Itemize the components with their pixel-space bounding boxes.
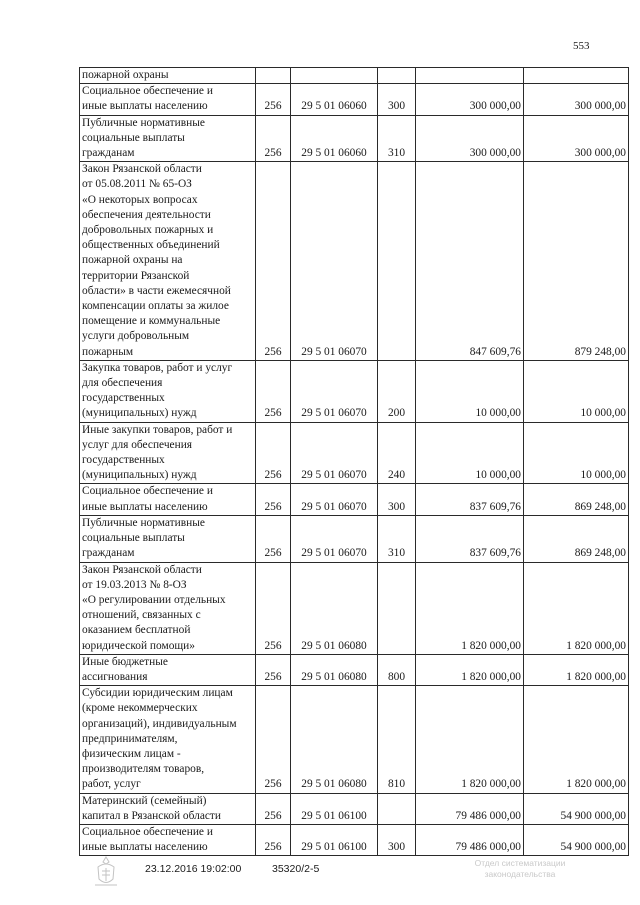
cell-amount-year-2: 1 820 000,00: [524, 654, 629, 685]
item-name-line: организаций), индивидуальным: [82, 717, 237, 730]
item-name-line: предпринимателям,: [82, 732, 178, 745]
cell-department-code: 256: [256, 484, 291, 515]
item-name-line: добровольных пожарных и: [82, 224, 214, 237]
item-name-line: Публичные нормативные: [82, 116, 205, 129]
cell-amount-year-1: 837 609,76: [416, 484, 524, 515]
cell-item-name: [80, 824, 256, 855]
item-name-line: производителям товаров,: [82, 763, 205, 776]
table-row: [80, 562, 629, 654]
cell-item-name: [80, 686, 256, 793]
cell-department-code: 256: [256, 515, 291, 562]
cell-expense-type: 300: [378, 84, 416, 115]
item-name-line: Социальное обеспечение и: [82, 85, 213, 98]
item-name-line: услуг для обеспечения: [82, 438, 193, 451]
cell-amount-year-2: 10 000,00: [524, 360, 629, 422]
cell-amount-year-2: 869 248,00: [524, 484, 629, 515]
table-row: [80, 793, 629, 824]
cell-amount-year-1: 1 820 000,00: [416, 654, 524, 685]
cell-target-article: 29 5 01 06070: [291, 515, 378, 562]
table-row: [80, 686, 629, 793]
cell-department-code: [256, 68, 291, 84]
item-name-line: пожарной охраны на: [82, 254, 183, 267]
item-name-line: обеспечения деятельности: [82, 208, 211, 221]
cell-target-article: 29 5 01 06060: [291, 115, 378, 162]
cell-amount-year-1: 79 486 000,00: [416, 793, 524, 824]
item-name-line: отношений, связанных с: [82, 609, 201, 622]
cell-target-article: 29 5 01 06100: [291, 793, 378, 824]
item-name-line: «О регулировании отдельных: [82, 593, 226, 606]
cell-expense-type: 240: [378, 422, 416, 484]
cell-amount-year-2: 54 900 000,00: [524, 824, 629, 855]
cell-department-code: 256: [256, 654, 291, 685]
cell-target-article: 29 5 01 06060: [291, 84, 378, 115]
cell-target-article: 29 5 01 06070: [291, 422, 378, 484]
table-row: [80, 68, 629, 84]
item-name-line: Закон Рязанской области: [82, 563, 202, 576]
cell-amount-year-1: 79 486 000,00: [416, 824, 524, 855]
table-row: [80, 824, 629, 855]
cell-amount-year-1: 837 609,76: [416, 515, 524, 562]
table-row: [80, 484, 629, 515]
item-name-line: работ, услуг: [82, 778, 141, 791]
item-name-line: иные выплаты населению: [82, 841, 208, 854]
cell-expense-type: 310: [378, 115, 416, 162]
cell-item-name: [80, 654, 256, 685]
item-name-line: «О некоторых вопросах: [82, 193, 198, 206]
item-name-line: государственных: [82, 454, 165, 467]
cell-target-article: 29 5 01 06080: [291, 686, 378, 793]
cell-target-article: 29 5 01 06080: [291, 654, 378, 685]
table-row: [80, 360, 629, 422]
page-number: 553: [573, 40, 590, 52]
footer-watermark: [445, 858, 595, 880]
cell-amount-year-1: 1 820 000,00: [416, 686, 524, 793]
item-name-line: пожарной охраны: [82, 69, 169, 81]
cell-amount-year-2: 300 000,00: [524, 84, 629, 115]
cell-expense-type: [378, 793, 416, 824]
cell-department-code: 256: [256, 686, 291, 793]
item-name-line: Публичные нормативные: [82, 516, 205, 529]
cell-target-article: [291, 68, 378, 84]
item-name-line: социальные выплаты: [82, 131, 185, 144]
cell-department-code: 256: [256, 793, 291, 824]
cell-expense-type: [378, 562, 416, 654]
cell-amount-year-2: 879 248,00: [524, 162, 629, 361]
cell-expense-type: 310: [378, 515, 416, 562]
cell-department-code: 256: [256, 84, 291, 115]
item-name-line: компенсации оплаты за жилое: [82, 300, 229, 313]
cell-amount-year-1: 10 000,00: [416, 360, 524, 422]
table-row: [80, 115, 629, 162]
budget-table-body: [80, 68, 629, 856]
cell-department-code: 256: [256, 162, 291, 361]
cell-amount-year-2: 54 900 000,00: [524, 793, 629, 824]
item-name-line: (муниципальных) нужд: [82, 407, 197, 420]
item-name-line: гражданам: [82, 547, 135, 560]
cell-amount-year-2: 10 000,00: [524, 422, 629, 484]
item-name-line: оказанием бесплатной: [82, 624, 191, 637]
item-name-line: ассигнования: [82, 670, 148, 683]
item-name-line: государственных: [82, 392, 165, 405]
item-name-line: Материнский (семейный): [82, 794, 207, 807]
item-name-line: иные выплаты населению: [82, 500, 208, 513]
cell-expense-type: [378, 68, 416, 84]
item-name-line: Закупка товаров, работ и услуг: [82, 361, 233, 374]
cell-item-name: [80, 562, 256, 654]
cell-amount-year-1: 10 000,00: [416, 422, 524, 484]
cell-target-article: 29 5 01 06100: [291, 824, 378, 855]
cell-item-name: [80, 484, 256, 515]
cell-department-code: 256: [256, 562, 291, 654]
footer-date: 23.12.2016 19:02:00: [145, 863, 242, 875]
table-row: [80, 162, 629, 361]
item-name-line: услуги добровольным: [82, 330, 190, 343]
cell-item-name: [80, 515, 256, 562]
cell-target-article: 29 5 01 06080: [291, 562, 378, 654]
cell-department-code: 256: [256, 360, 291, 422]
cell-expense-type: 300: [378, 484, 416, 515]
watermark-line: законодательства: [484, 869, 556, 879]
cell-expense-type: 810: [378, 686, 416, 793]
cell-expense-type: [378, 162, 416, 361]
cell-amount-year-1: 300 000,00: [416, 115, 524, 162]
cell-amount-year-1: 300 000,00: [416, 84, 524, 115]
cell-item-name: [80, 360, 256, 422]
table-row: [80, 515, 629, 562]
item-name-line: Иные бюджетные: [82, 655, 168, 668]
item-name-line: (кроме некоммерческих: [82, 702, 198, 715]
cell-item-name: [80, 422, 256, 484]
cell-target-article: 29 5 01 06070: [291, 484, 378, 515]
item-name-line: для обеспечения: [82, 377, 163, 390]
page-footer: [0, 858, 640, 893]
cell-department-code: 256: [256, 115, 291, 162]
cell-amount-year-1: 1 820 000,00: [416, 562, 524, 654]
emblem-icon: [92, 855, 120, 889]
cell-item-name: [80, 84, 256, 115]
cell-amount-year-2: 1 820 000,00: [524, 686, 629, 793]
budget-table: [79, 67, 629, 856]
cell-expense-type: 800: [378, 654, 416, 685]
item-name-line: Иные закупки товаров, работ и: [82, 423, 233, 436]
cell-department-code: 256: [256, 824, 291, 855]
cell-item-name: [80, 162, 256, 361]
item-name-line: гражданам: [82, 147, 135, 160]
cell-amount-year-2: [524, 68, 629, 84]
cell-amount-year-1: [416, 68, 524, 84]
cell-item-name: [80, 68, 256, 84]
table-row: [80, 654, 629, 685]
cell-item-name: [80, 115, 256, 162]
cell-department-code: 256: [256, 422, 291, 484]
item-name-line: от 19.03.2013 № 8-ОЗ: [82, 578, 187, 591]
cell-amount-year-2: 869 248,00: [524, 515, 629, 562]
item-name-line: физическим лицам -: [82, 747, 181, 760]
cell-expense-type: 200: [378, 360, 416, 422]
table-row: [80, 422, 629, 484]
cell-target-article: 29 5 01 06070: [291, 162, 378, 361]
item-name-line: иные выплаты населению: [82, 100, 208, 113]
item-name-line: помещение и коммунальные: [82, 315, 221, 328]
watermark-line: Отдел систематизации: [474, 858, 566, 868]
item-name-line: от 05.08.2011 № 65-ОЗ: [82, 178, 192, 191]
item-name-line: капитал в Рязанской области: [82, 809, 222, 822]
item-name-line: Социальное обеспечение и: [82, 485, 213, 498]
item-name-line: области» в части ежемесячной: [82, 284, 231, 297]
item-name-line: Закон Рязанской области: [82, 163, 202, 176]
item-name-line: Субсидии юридическим лицам: [82, 687, 233, 700]
cell-amount-year-2: 1 820 000,00: [524, 562, 629, 654]
item-name-line: юридической помощи»: [82, 639, 195, 652]
item-name-line: общественных объединений: [82, 239, 220, 252]
cell-item-name: [80, 793, 256, 824]
item-name-line: социальные выплаты: [82, 532, 185, 545]
item-name-line: Социальное обеспечение и: [82, 825, 213, 838]
footer-document-number: 35320/2-5: [272, 863, 320, 875]
item-name-line: территории Рязанской: [82, 269, 190, 282]
table-row: [80, 84, 629, 115]
item-name-line: (муниципальных) нужд: [82, 469, 197, 482]
item-name-line: пожарным: [82, 345, 134, 358]
cell-target-article: 29 5 01 06070: [291, 360, 378, 422]
cell-expense-type: 300: [378, 824, 416, 855]
cell-amount-year-1: 847 609,76: [416, 162, 524, 361]
cell-amount-year-2: 300 000,00: [524, 115, 629, 162]
